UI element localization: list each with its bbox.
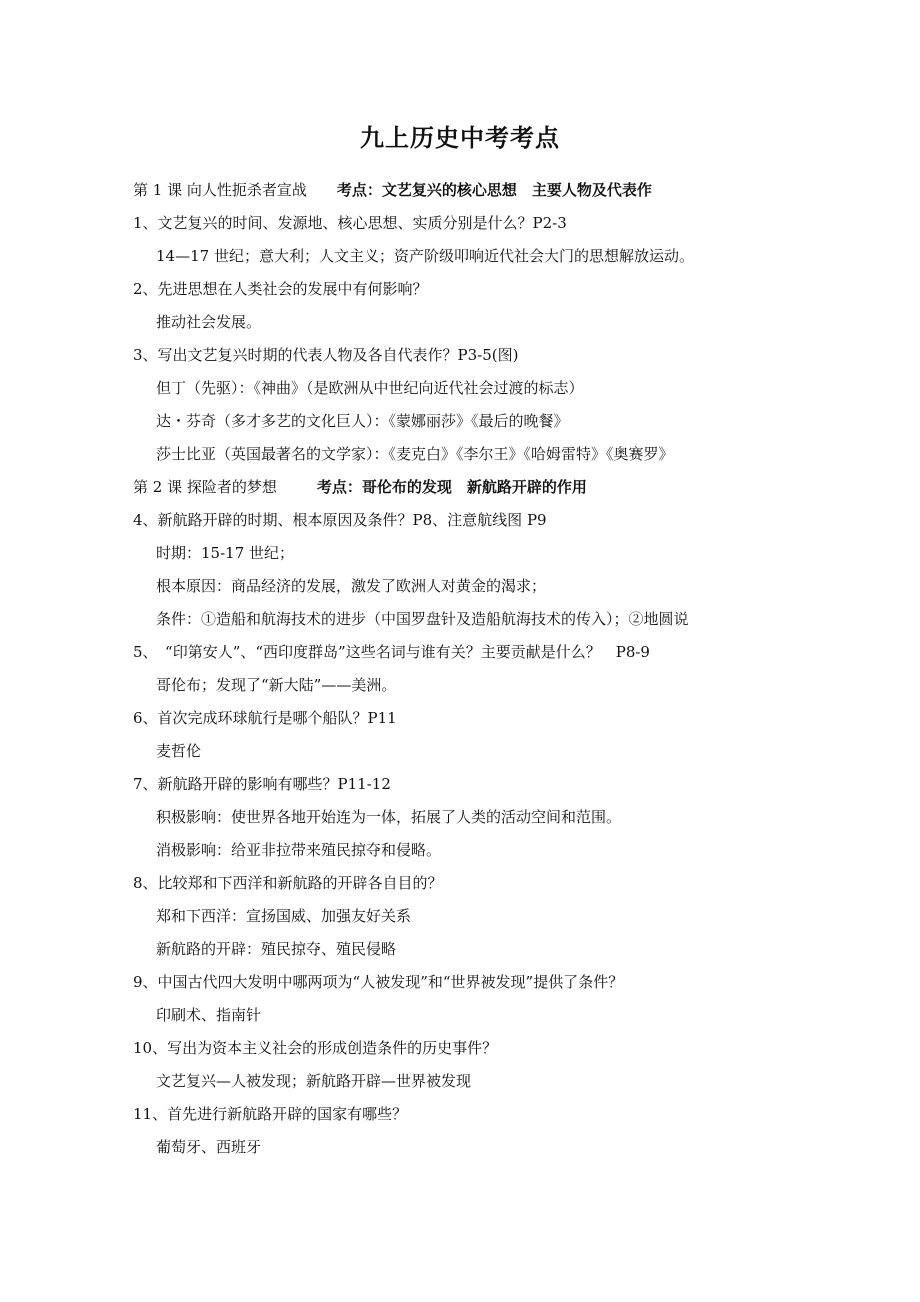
answer: 14—17 世纪；意大利；人文主义；资产阶级叩响近代社会大门的思想解放运动。 [156,247,694,265]
lesson-keypoint: 考点：哥伦布的发现 新航路开辟的作用 [316,478,587,496]
answer: 推动社会发展。 [156,313,262,331]
answer: 郑和下西洋：宣扬国威、加强友好关系 [156,907,412,925]
question: 10、写出为资本主义社会的形成创造条件的历史事件？ [133,1039,498,1057]
question: 5、 “印第安人”、“西印度群岛”这些名词与谁有关？主要贡献是什么？ P8-9 [133,643,650,661]
answer: 根本原因：商品经济的发展，激发了欧洲人对黄金的渴求； [156,577,547,595]
question: 1、文艺复兴的时间、发源地、核心思想、实质分别是什么？P2-3 [133,214,567,232]
question: 3、写出文艺复兴时期的代表人物及各自代表作？P3-5(图) [133,346,519,364]
answer: 但丁（先驱）：《神曲》（是欧洲从中世纪向近代社会过渡的标志） [156,379,584,397]
answer: 条件：①造船和航海技术的进步（中国罗盘针及造船航海技术的传入）；②地圆说 [156,610,689,628]
question: 6、首次完成环球航行是哪个船队？P11 [133,709,397,727]
question: 9、中国古代四大发明中哪两项为“人被发现”和“世界被发现”提供了条件？ [133,973,624,991]
lesson-name: 第 2 课 探险者的梦想 [133,478,277,496]
lesson-heading [133,475,913,508]
answer: 哥伦布；发现了“新大陆”——美洲。 [156,676,397,694]
lesson-heading [133,178,913,211]
answer: 莎士比亚（英国最著名的文学家）：《麦克白》《李尔王》《哈姆雷特》《奥赛罗》 [156,445,674,463]
question: 11、首先进行新航路开辟的国家有哪些？ [133,1105,408,1123]
answer: 葡萄牙、西班牙 [156,1138,262,1156]
question: 2、先进思想在人类社会的发展中有何影响？ [133,280,428,298]
answer: 时期：15-17 世纪； [156,544,295,562]
document-body [133,178,913,1168]
page-title: 九上历史中考考点 [360,123,560,152]
answer: 消极影响：给亚非拉带来殖民掠夺和侵略。 [156,841,442,859]
answer: 积极影响：使世界各地开始连为一体，拓展了人类的活动空间和范围。 [156,808,622,826]
question: 4、新航路开辟的时期、根本原因及条件？P8、注意航线图 P9 [133,511,547,529]
answer: 麦哲伦 [156,742,202,760]
question: 8、比较郑和下西洋和新航路的开辟各自目的？ [133,874,443,892]
question: 7、新航路开辟的影响有哪些？P11-12 [133,775,391,793]
answer: 新航路的开辟：殖民掠夺、殖民侵略 [156,940,397,958]
lesson-keypoint: 考点：文艺复兴的核心思想 主要人物及代表作 [336,181,652,199]
answer: 达・芬奇（多才多艺的文化巨人）：《蒙娜丽莎》《最后的晚餐》 [156,412,569,430]
lesson-name: 第 1 课 向人性扼杀者宣战 [133,181,307,199]
answer: 印刷术、指南针 [156,1006,262,1024]
answer: 文艺复兴—人被发现；新航路开辟—世界被发现 [156,1072,472,1090]
